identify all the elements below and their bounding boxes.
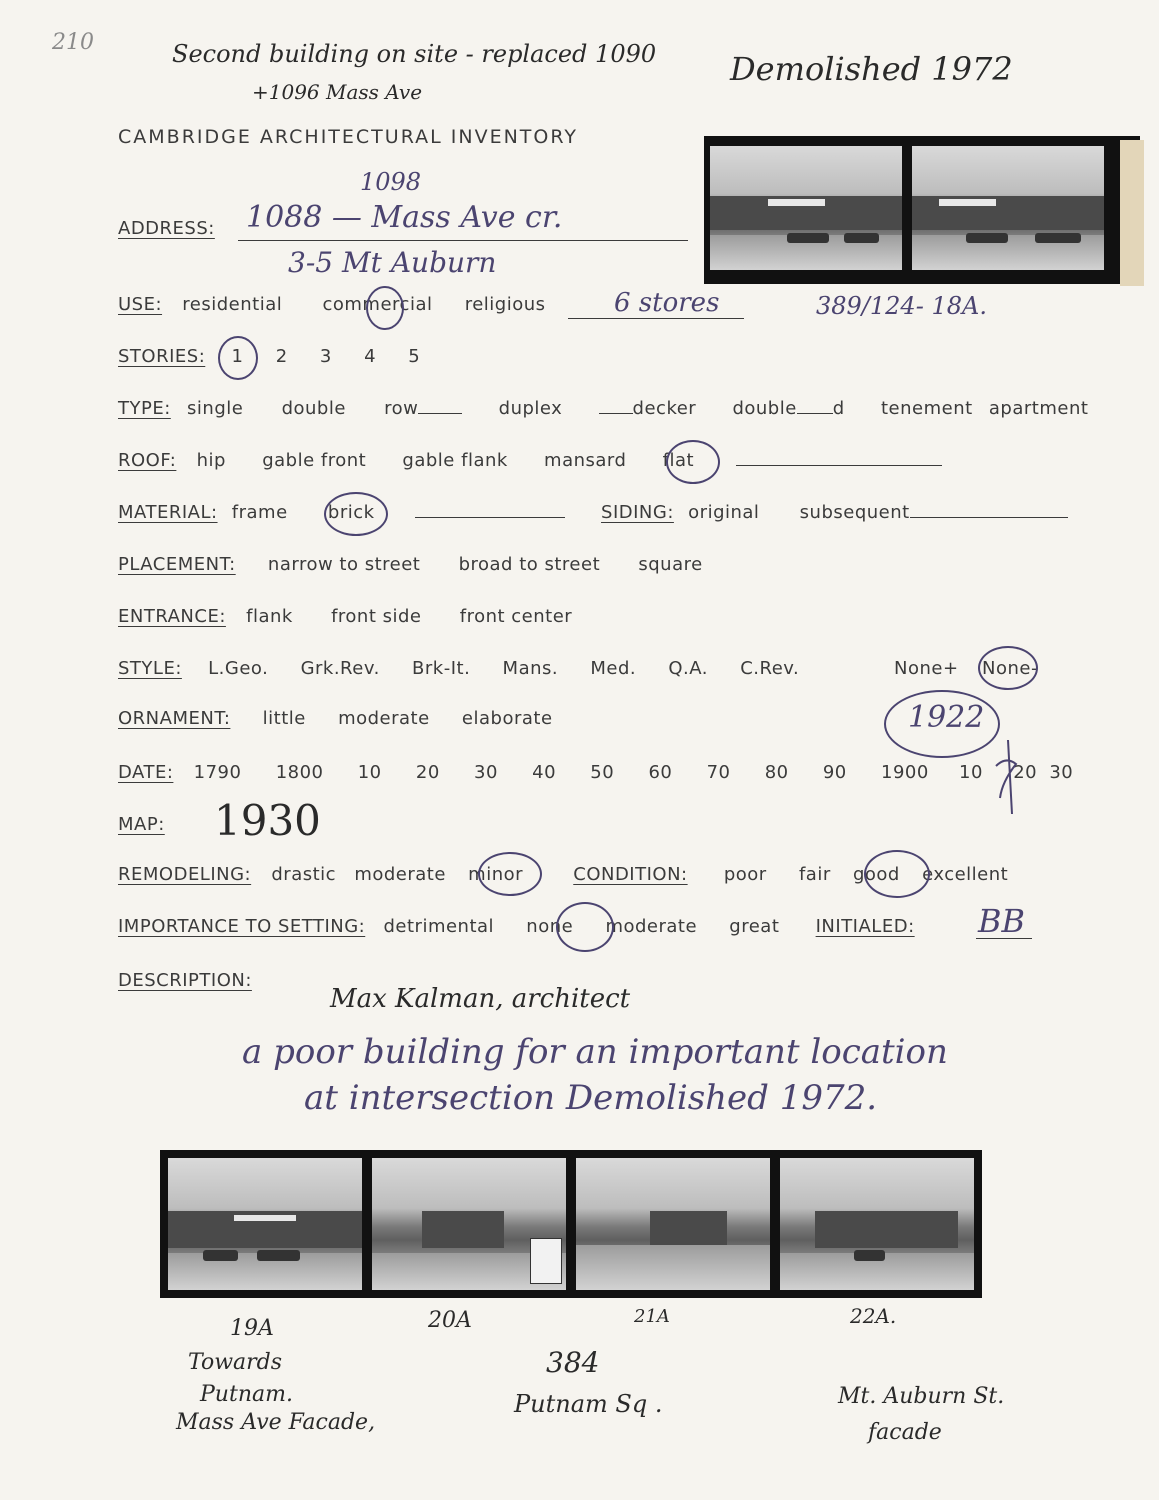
ornament-label: ORNAMENT:: [118, 708, 231, 729]
stories-2[interactable]: 2: [275, 346, 288, 367]
address-superscript: 1098: [360, 168, 422, 196]
condition-label: CONDITION:: [573, 864, 688, 885]
initialed-label: INITIALED:: [815, 916, 915, 937]
entrance-front-center[interactable]: front center: [459, 606, 573, 627]
ornament-little[interactable]: little: [262, 708, 306, 729]
material-label: MATERIAL:: [118, 502, 218, 523]
roof-mansard[interactable]: mansard: [544, 450, 627, 471]
circle-style-none: [978, 646, 1038, 690]
caption-mass-facade: Mass Ave Facade,: [176, 1410, 376, 1435]
caption-facade: facade: [868, 1420, 942, 1445]
type-single[interactable]: single: [187, 398, 244, 419]
entrance-flank[interactable]: flank: [246, 606, 293, 627]
date-mark-icon: [986, 736, 1036, 816]
type-apartment[interactable]: apartment: [988, 398, 1089, 419]
address-value-line1: 1088 — Mass Ave cr.: [246, 200, 563, 235]
roof-label: ROOF:: [118, 450, 177, 471]
style-lgeo[interactable]: L.Geo.: [208, 658, 269, 679]
map-label: MAP:: [118, 814, 165, 835]
photo-frame-2: [912, 146, 1104, 270]
type-double[interactable]: double: [281, 398, 346, 419]
caption-roll: 384: [546, 1346, 600, 1379]
siding-original[interactable]: original: [688, 502, 760, 523]
map-handwritten: 1930: [214, 796, 321, 845]
roof-row: [118, 450, 942, 471]
page-number: 210: [52, 30, 94, 55]
circle-commercial: [366, 286, 404, 330]
address-label: ADDRESS:: [118, 218, 215, 239]
date-20[interactable]: 20: [415, 762, 440, 783]
photo-frame-20a: [372, 1158, 566, 1290]
address-line: [238, 240, 688, 241]
style-none-plus[interactable]: None+: [894, 658, 959, 679]
style-qa[interactable]: Q.A.: [668, 658, 708, 679]
importance-label: IMPORTANCE TO SETTING:: [118, 916, 366, 937]
circle-importance-none: [556, 902, 614, 952]
stories-3[interactable]: 3: [319, 346, 332, 367]
roof-hip[interactable]: hip: [196, 450, 226, 471]
use-residential[interactable]: residential: [182, 294, 283, 315]
date-1920[interactable]: 20: [1013, 762, 1038, 783]
style-label: STYLE:: [118, 658, 182, 679]
placement-broad[interactable]: broad to street: [458, 554, 601, 575]
placement-square[interactable]: square: [638, 554, 703, 575]
entrance-label: ENTRANCE:: [118, 606, 226, 627]
type-duplex[interactable]: duplex: [498, 398, 563, 419]
address-value-line2: 3-5 Mt Auburn: [288, 246, 497, 279]
note-second-building: Second building on site - replaced 1090: [172, 40, 657, 68]
stories-1[interactable]: 1: [231, 346, 244, 367]
importance-moderate[interactable]: moderate: [605, 916, 698, 937]
description-line1: Max Kalman, architect: [330, 984, 631, 1014]
condition-excellent[interactable]: excellent: [922, 864, 1009, 885]
date-90[interactable]: 90: [822, 762, 847, 783]
condition-poor[interactable]: poor: [723, 864, 767, 885]
roof-gable-flank[interactable]: gable flank: [402, 450, 508, 471]
description-line2: a poor building for an important location: [242, 1032, 948, 1072]
caption-mt-auburn: Mt. Auburn St.: [838, 1384, 1005, 1409]
style-grkrev[interactable]: Grk.Rev.: [300, 658, 380, 679]
placement-label: PLACEMENT:: [118, 554, 236, 575]
type-row: [118, 398, 1088, 419]
importance-row: [118, 916, 915, 937]
roof-flat[interactable]: flat: [662, 450, 695, 471]
date-50[interactable]: 50: [590, 762, 615, 783]
photo-frame-22a: [780, 1158, 974, 1290]
ornament-elaborate[interactable]: elaborate: [461, 708, 553, 729]
stories-5[interactable]: 5: [408, 346, 421, 367]
date-10[interactable]: 10: [357, 762, 382, 783]
tape-strip: [1120, 140, 1144, 286]
entrance-row: [118, 606, 572, 627]
date-40[interactable]: 40: [532, 762, 557, 783]
stories-label: STORIES:: [118, 346, 206, 367]
bottom-photo-strip: [160, 1150, 982, 1298]
placement-row: [118, 554, 703, 575]
date-1900[interactable]: 1900: [881, 762, 929, 783]
circle-stories-1: [218, 336, 258, 380]
form-title: CAMBRIDGE ARCHITECTURAL INVENTORY: [118, 126, 578, 148]
date-label: DATE:: [118, 762, 174, 783]
type-double-d[interactable]: double: [732, 398, 797, 419]
photo-frame-19a: [168, 1158, 362, 1290]
roof-gable-front[interactable]: gable front: [262, 450, 367, 471]
remodeling-minor[interactable]: minor: [468, 864, 524, 885]
style-med[interactable]: Med.: [590, 658, 637, 679]
style-row: [118, 658, 799, 679]
ornament-row: [118, 708, 553, 729]
circle-remodeling-minor: [478, 852, 542, 896]
condition-good[interactable]: good: [852, 864, 900, 885]
date-80[interactable]: 80: [764, 762, 789, 783]
style-none-minus[interactable]: None-: [982, 658, 1038, 679]
date-row: [118, 762, 1073, 783]
caption-putnam: Putnam.: [200, 1382, 293, 1407]
caption-20a: 20A: [428, 1308, 472, 1333]
top-photo-strip: [704, 136, 1140, 284]
material-row: [118, 502, 1068, 523]
circle-roof-flat: [666, 440, 720, 484]
type-row-option[interactable]: row: [384, 398, 419, 419]
photo-frame-21a: [576, 1158, 770, 1290]
circle-condition-good: [864, 850, 930, 898]
siding-subsequent[interactable]: subsequent: [799, 502, 910, 523]
date-70[interactable]: 70: [706, 762, 731, 783]
stories-row: [118, 346, 420, 367]
date-30[interactable]: 30: [474, 762, 498, 783]
initialed-handwritten: BB: [978, 902, 1026, 940]
entrance-front-side[interactable]: front side: [331, 606, 422, 627]
material-frame[interactable]: frame: [231, 502, 288, 523]
note-mass-ave-1096: +1096 Mass Ave: [252, 80, 423, 104]
date-1930[interactable]: 30: [1049, 762, 1074, 783]
type-tenement[interactable]: tenement: [880, 398, 973, 419]
type-label: TYPE:: [118, 398, 171, 419]
use-row: [118, 294, 546, 315]
remodeling-label: REMODELING:: [118, 864, 252, 885]
type-d: d: [832, 398, 845, 419]
description-label: DESCRIPTION:: [118, 970, 252, 991]
note-demolished-top: Demolished 1972: [730, 50, 1013, 88]
material-brick[interactable]: brick: [327, 502, 375, 523]
siding-label: SIDING:: [601, 502, 674, 523]
date-1790[interactable]: 1790: [193, 762, 242, 783]
date-1910[interactable]: 10: [959, 762, 983, 783]
description-line3: at intersection Demolished 1972.: [304, 1078, 878, 1118]
use-religious[interactable]: religious: [464, 294, 546, 315]
remodeling-drastic[interactable]: drastic: [271, 864, 337, 885]
use-blank: [568, 318, 744, 319]
date-1800[interactable]: 1800: [275, 762, 324, 783]
caption-towards: Towards: [188, 1350, 283, 1375]
ornament-moderate[interactable]: moderate: [338, 708, 430, 729]
caption-21a: 21A: [634, 1306, 670, 1327]
circle-material-brick: [324, 492, 388, 536]
importance-none[interactable]: none: [526, 916, 574, 937]
use-ref: 389/124- 18A.: [816, 292, 987, 320]
caption-putnam-sq: Putnam Sq .: [514, 1390, 663, 1418]
photo-frame-1: [710, 146, 902, 270]
caption-22a: 22A.: [850, 1304, 897, 1328]
date-60[interactable]: 60: [648, 762, 673, 783]
type-decker[interactable]: decker: [632, 398, 697, 419]
style-crev[interactable]: C.Rev.: [740, 658, 800, 679]
remodeling-moderate[interactable]: moderate: [354, 864, 446, 885]
placement-narrow[interactable]: narrow to street: [267, 554, 421, 575]
condition-fair[interactable]: fair: [798, 864, 831, 885]
use-commercial[interactable]: commercial: [322, 294, 433, 315]
importance-great[interactable]: great: [729, 916, 780, 937]
stories-4[interactable]: 4: [364, 346, 377, 367]
date-handwritten: 1922: [908, 700, 985, 735]
style-brkit[interactable]: Brk-It.: [412, 658, 471, 679]
style-mans[interactable]: Mans.: [502, 658, 559, 679]
use-label: USE:: [118, 294, 163, 315]
importance-detrimental[interactable]: detrimental: [383, 916, 495, 937]
caption-19a: 19A: [230, 1316, 274, 1341]
use-handwritten: 6 stores: [614, 288, 720, 318]
